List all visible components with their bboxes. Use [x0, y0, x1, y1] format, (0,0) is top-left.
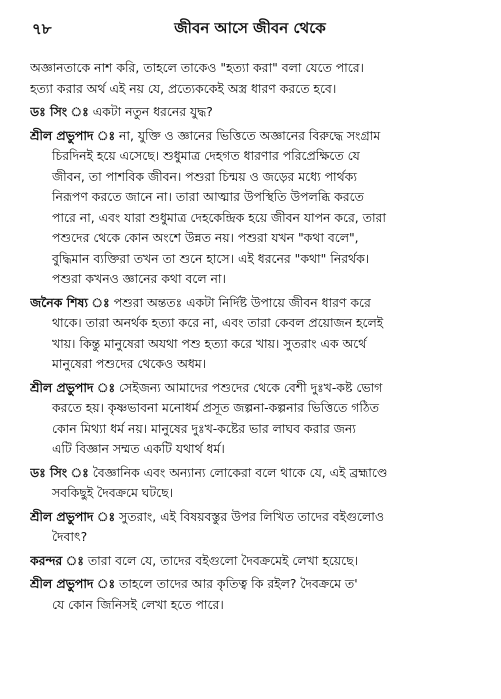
- line-text: বুদ্ধিমান ব্যক্তিরা তখন তা শুনে হাসে। এই ধরনের "কথা" নিরর্থক।: [52, 250, 370, 266]
- line-text: সবকিছুই দৈবক্রমে ঘটছে।: [52, 485, 174, 500]
- paragraph: [30, 58, 478, 99]
- line-text: চিরদিনই হয়ে এসেছে। শুধুমাত্র দেহগত ধারণার পরিপ্রেক্ষিতে যে: [52, 148, 360, 163]
- dialogue-entry: [30, 551, 478, 572]
- speaker-name: করন্দর ঃ: [30, 552, 84, 568]
- text-line: [30, 507, 478, 528]
- line-text: নিরূপণ করতে জানে না। তারা আত্মার উপস্থিতি উপলব্ধি করতে: [52, 189, 364, 204]
- text-line: [30, 378, 478, 399]
- text-line: [30, 126, 478, 147]
- text-line: [30, 313, 478, 334]
- line-text: হত্যা করার অর্থ এই নয় যে, প্রত্যেককেই অস্ত্র ধারণ করতে হবে।: [30, 80, 337, 96]
- text-line: [30, 527, 478, 548]
- text-line: [30, 293, 478, 314]
- line-text: অজ্ঞানতাকে নাশ করি, তাহলে তাকেও "হত্যা করা" বলা যেতে পারে।: [30, 60, 364, 75]
- line-text: মানুষেরা পশুদের থেকেও অধম।: [52, 356, 207, 371]
- dialogue-entry: [30, 293, 478, 375]
- running-title: জীবন আসে জীবন থেকে: [174, 19, 326, 37]
- line-text: বৈজ্ঞানিক এবং অন্যান্য লোকেরা বলে থাকে যে, এই ব্রহ্মাণ্ডে: [92, 464, 388, 480]
- line-text: থাকে। তারা অনর্থক হত্যা করে না, এবং তারা কেবল প্রয়োজন হলেই: [52, 315, 384, 330]
- text-line: [30, 102, 478, 123]
- dialogue-entry: [30, 378, 478, 460]
- text-line: [30, 419, 478, 440]
- line-text: খায়। কিন্তু মানুষেরা অযথা পশু হত্যা করে খায়। সুতরাং এক অর্থে: [52, 335, 367, 351]
- text-line: [30, 551, 478, 572]
- line-text: দৈবাৎ?: [52, 529, 88, 544]
- text-line: [30, 439, 478, 460]
- line-text: জীবন, তা পাশবিক জীবন। পশুরা চিন্ময় ও জড়ের মধ্যে পার্থক্য: [52, 168, 357, 184]
- line-text: পশুরা কখনও জ্ঞানের কথা বলে না।: [52, 271, 226, 286]
- text-line: [30, 187, 478, 208]
- line-text: পশুরা অন্ততঃ একটা নির্দিষ্ট উপায়ে জীবন ধারণ করে: [113, 294, 371, 310]
- line-text: সুতরাং, এই বিষয়বস্তুর উপর লিখিত তাদের বইগুলোও: [119, 508, 384, 524]
- dialogue-entry: [30, 574, 478, 615]
- dialogue-entry: [30, 507, 478, 548]
- text-line: [30, 79, 478, 100]
- dialogue-entry: [30, 102, 478, 123]
- line-text: যে কোন জিনিসই লেখা হতে পারে।: [52, 596, 224, 612]
- speaker-name: শ্রীল প্রভুপাদ ঃ: [30, 576, 116, 591]
- text-line: [30, 398, 478, 419]
- dialogue-entry: [30, 463, 478, 504]
- line-text: করতে হয়। কৃষ্ণভাবনা মনোধর্ম প্রসূত জল্পনা-কল্পনার ভিত্তিতে গঠিত: [52, 400, 379, 415]
- text-line: [30, 595, 478, 616]
- speaker-name: জনৈক শিষ্য ঃ: [30, 294, 110, 310]
- speaker-name: শ্রীল প্রভুপাদ ঃ: [30, 379, 116, 395]
- speaker-name: ডঃ সিং ঃ: [30, 104, 89, 119]
- line-text: তাহলে তাদের আর কৃতিত্ব কি রইল? দৈবক্রমে ত': [119, 576, 358, 591]
- text-line: [30, 146, 478, 167]
- line-text: একটা নতুন ধরনের যুদ্ধ?: [92, 104, 213, 119]
- dialogue-entry: [30, 126, 478, 290]
- text-line: [30, 574, 478, 595]
- text-line: [30, 58, 478, 79]
- line-text: না, যুক্তি ও জ্ঞানের ভিত্তিতে অজ্ঞানের বিরুদ্ধে সংগ্রাম: [119, 127, 381, 143]
- line-text: সেইজন্য আমাদের পশুদের থেকে বেশী দুঃখ-কষ্ট ভোগ: [119, 379, 383, 395]
- text-line: [30, 334, 478, 355]
- body-text: [30, 58, 478, 618]
- page-number: ৭৮: [32, 20, 52, 38]
- text-line: [30, 228, 478, 249]
- line-text: পারে না, এবং যারা শুধুমাত্র দেহকেন্দ্রিক হয়ে জীবন যাপন করে, তারা: [52, 209, 386, 225]
- page-header: [30, 14, 470, 40]
- text-line: [30, 483, 478, 504]
- line-text: এটি বিজ্ঞান সম্মত একটি যথার্থ ধর্ম।: [52, 441, 225, 456]
- speaker-name: ডঃ সিং ঃ: [30, 464, 89, 480]
- text-line: [30, 269, 478, 290]
- text-line: [30, 249, 478, 270]
- speaker-name: শ্রীল প্রভুপাদ ঃ: [30, 127, 116, 143]
- speaker-name: শ্রীল প্রভুপাদ ঃ: [30, 508, 116, 524]
- line-text: কোন মিথ্যা ধর্ম নয়। মানুষের দুঃখ-কষ্টের ভার লাঘব করার জন্য: [52, 420, 356, 436]
- line-text: পশুদের থেকে কোন অংশে উন্নত নয়। পশুরা যখন "কথা বলে",: [52, 230, 359, 245]
- text-line: [30, 354, 478, 375]
- text-line: [30, 167, 478, 188]
- text-line: [30, 463, 478, 484]
- line-text: তারা বলে যে, তাদের বইগুলো দৈবক্রমেই লেখা হয়েছে।: [87, 552, 359, 568]
- text-line: [30, 208, 478, 229]
